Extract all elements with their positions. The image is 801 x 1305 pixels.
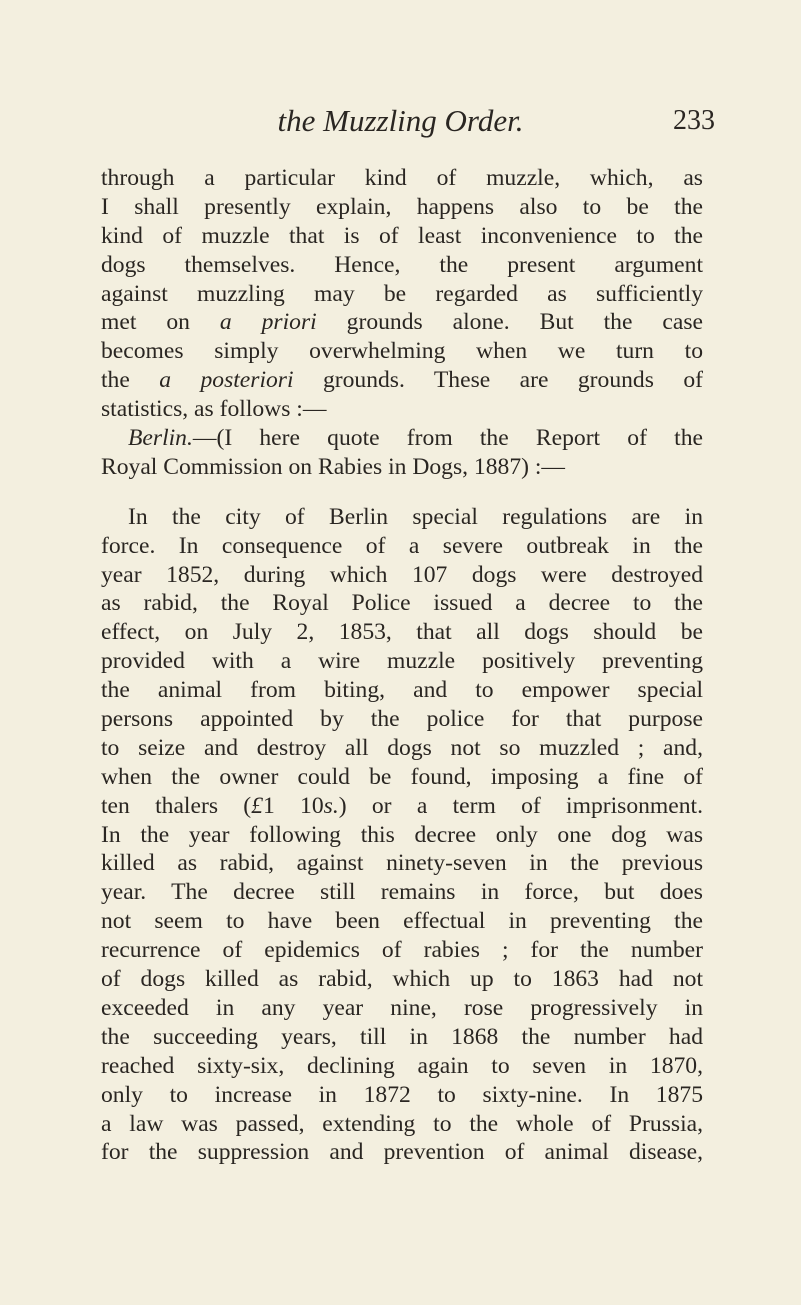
italic-term-a-posteriori: a posteriori: [159, 367, 294, 394]
text-line: dogs themselves. Hence, the present argument: [101, 251, 703, 278]
text-line: provided with a wire muzzle positively preventing: [101, 648, 703, 675]
text-run: ) or a term of imprisonment.: [338, 792, 703, 819]
text-line: Royal Commission on Rabies in Dogs, 1887) :—: [101, 453, 566, 480]
text-run: the: [101, 367, 160, 394]
text-line: In the city of Berlin special regulations are in: [128, 503, 703, 530]
text-line: exceeded in any year nine, rose progressively in: [101, 994, 703, 1021]
text-line: statistics, as follows :—: [101, 396, 327, 423]
text-line: becomes simply overwhelming when we turn to: [101, 338, 703, 365]
text-line: reached sixty-six, declining again to seven in 1870,: [101, 1052, 703, 1079]
paragraph-gap: [101, 482, 703, 503]
text-line: year 1852, during which 107 dogs were destroyed: [101, 561, 703, 588]
text-run: 1 10: [262, 792, 324, 819]
text-line: the animal from biting, and to empower special: [101, 677, 703, 704]
text-line: not seem to have been effectual in preventing the: [101, 908, 703, 935]
shilling-abbrev: s.: [323, 792, 339, 819]
text-line: only to increase in 1872 to sixty-nine. In 1875: [101, 1081, 703, 1108]
text-line: when the owner could be found, imposing a fine of: [101, 763, 703, 790]
text-line: against muzzling may be regarded as sufficiently: [101, 280, 703, 307]
text-line: for the suppression and prevention of animal disease,: [101, 1139, 703, 1166]
paragraph-berlin: [101, 424, 703, 482]
text-line: force. In consequence of a severe outbreak in the: [101, 532, 703, 559]
text-line: persons appointed by the police for that purpose: [101, 706, 703, 733]
text-line: recurrence of epidemics of rabies ; for the number: [101, 937, 703, 964]
text-line: kind of muzzle that is of least inconvenience to the: [101, 222, 703, 249]
text-run: —(I here quote from the Report of the: [192, 425, 703, 452]
text-line: year. The decree still remains in force, but does: [101, 879, 703, 906]
text-line: [101, 308, 703, 337]
text-line: as rabid, the Royal Police issued a decree to the: [101, 590, 703, 617]
text-line: to seize and destroy all dogs not so muzzled ; and,: [101, 734, 703, 761]
text-line: the succeeding years, till in 1868 the number had: [101, 1023, 703, 1050]
running-title: the Muzzling Order.: [277, 103, 524, 138]
italic-term-a-priori: a priori: [219, 309, 317, 336]
text-line: a law was passed, extending to the whole of Prussia,: [101, 1110, 703, 1137]
text-run: met on: [101, 309, 220, 336]
text-line: [101, 424, 703, 453]
pound-sign: £: [251, 792, 263, 819]
page-header: [0, 96, 801, 146]
paragraph-intro: [101, 164, 703, 424]
text-line: through a particular kind of muzzle, which, as: [101, 165, 703, 191]
text-line: of dogs killed as rabid, which up to 1863 had not: [101, 966, 703, 993]
text-line: [101, 366, 703, 395]
text-line: effect, on July 2, 1853, that all dogs should be: [101, 619, 703, 646]
text-line: [101, 792, 703, 821]
text-run: grounds alone. But the case: [316, 309, 703, 336]
text-run: grounds. These are grounds of: [293, 367, 703, 394]
body-text: [101, 164, 703, 1167]
text-line: In the year following this decree only one dog was: [101, 821, 703, 848]
text-line: killed as rabid, against ninety-seven in the previous: [101, 850, 703, 877]
page-number: 233: [673, 105, 715, 136]
text-run: ten thalers (: [101, 792, 252, 819]
quoted-report: [101, 503, 703, 1167]
text-line: I shall presently explain, happens also to be the: [101, 193, 703, 220]
italic-place-berlin: Berlin.: [128, 425, 193, 452]
